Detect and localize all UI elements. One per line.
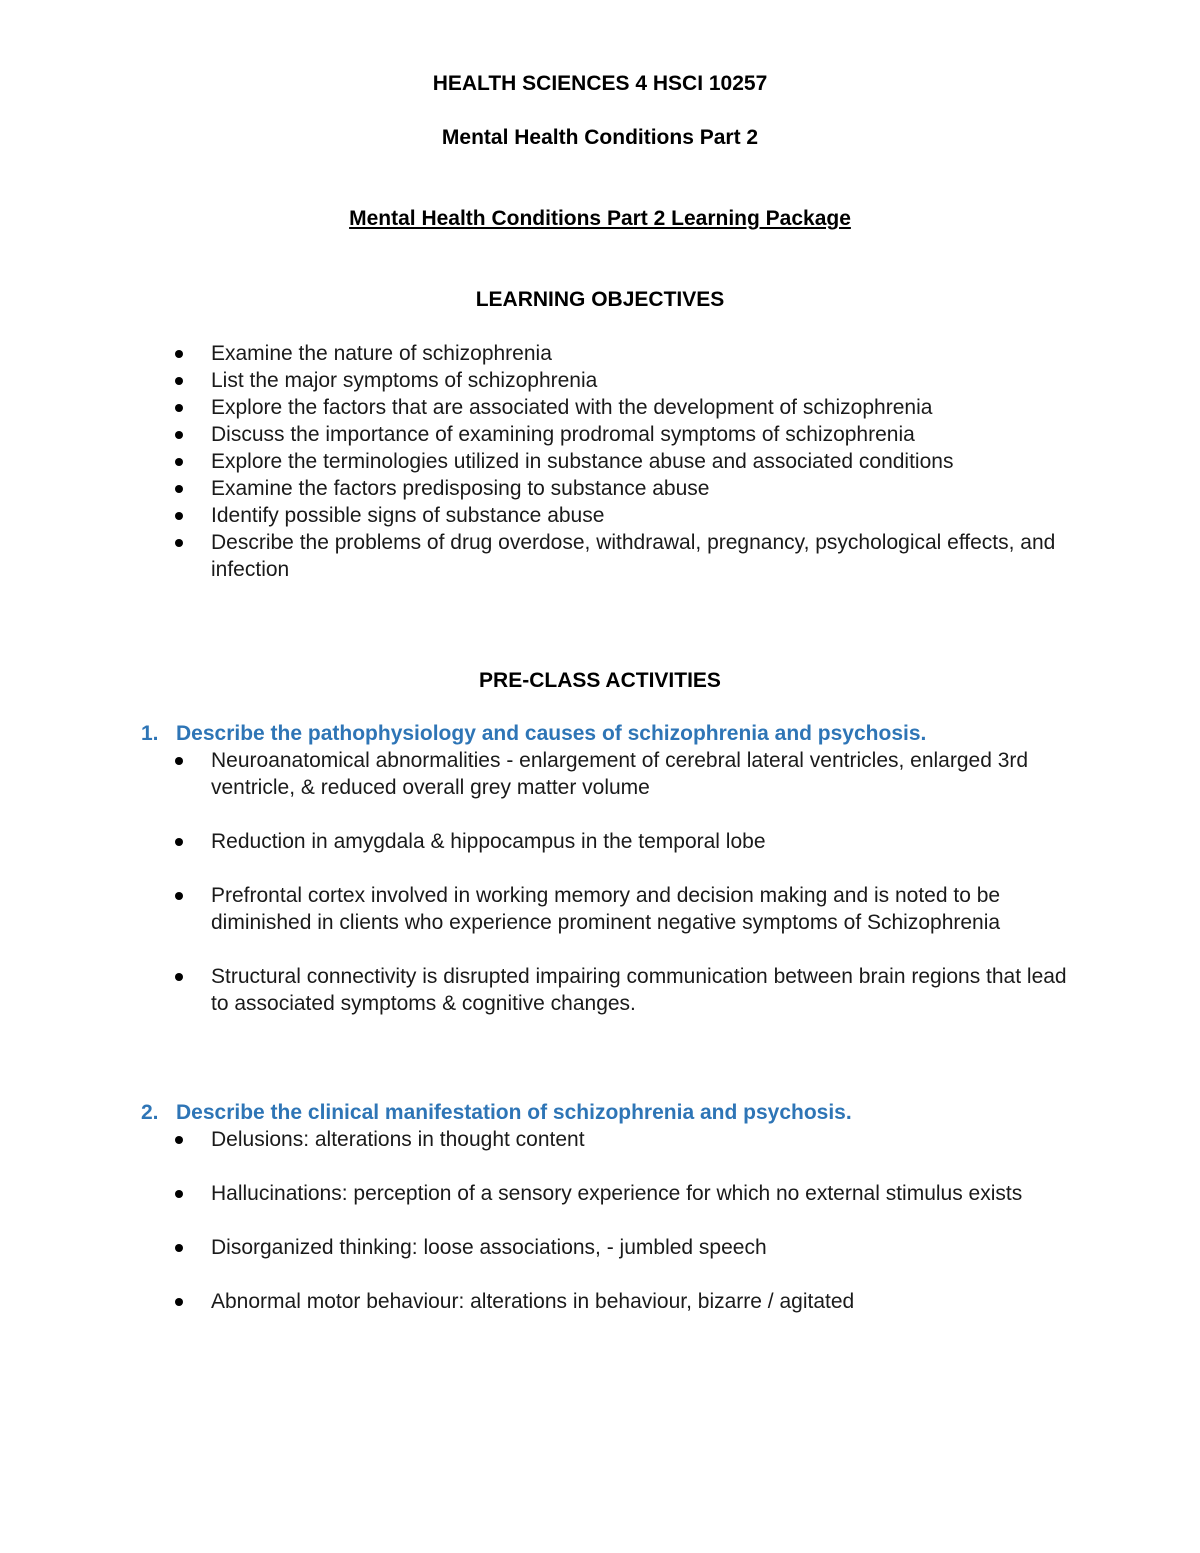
question-1-number: 1. bbox=[141, 722, 159, 745]
question-2-title: Describe the clinical manifestation of schizophrenia and psychosis. bbox=[176, 1101, 852, 1124]
list-item bbox=[172, 882, 1072, 936]
point-text: Structural connectivity is disrupted impairing communication between brain regions that lead to associated symptoms & cognitive changes. bbox=[211, 965, 1067, 1015]
list-item bbox=[172, 747, 1072, 801]
question-1-heading bbox=[141, 720, 1141, 747]
objective-text: List the major symptoms of schizophrenia bbox=[211, 369, 598, 392]
point-text: Hallucinations: perception of a sensory experience for which no external stimulus exists bbox=[211, 1182, 1023, 1205]
bullet-icon bbox=[175, 757, 183, 765]
objective-text: Describe the problems of drug overdose, withdrawal, pregnancy, psychological effects, and infection bbox=[211, 531, 1056, 581]
list-item bbox=[172, 502, 1072, 529]
objective-text: Explore the factors that are associated with the development of schizophrenia bbox=[211, 396, 933, 419]
objective-text: Explore the terminologies utilized in substance abuse and associated conditions bbox=[211, 450, 954, 473]
course-title: HEALTH SCIENCES 4 HSCI 10257 bbox=[432, 72, 768, 95]
bullet-icon bbox=[175, 892, 183, 900]
question-1-title: Describe the pathophysiology and causes of schizophrenia and psychosis. bbox=[176, 722, 927, 745]
point-text: Abnormal motor behaviour: alterations in behaviour, bizarre / agitated bbox=[211, 1290, 855, 1313]
bullet-icon bbox=[175, 973, 183, 981]
list-item bbox=[172, 1180, 1072, 1207]
bullet-icon bbox=[175, 485, 183, 493]
question-2-number: 2. bbox=[141, 1101, 159, 1124]
package-title: Mental Health Conditions Part 2 Learning Package bbox=[349, 207, 851, 230]
bullet-icon bbox=[175, 1136, 183, 1144]
bullet-icon bbox=[175, 512, 183, 520]
list-item bbox=[172, 828, 1072, 855]
list-item bbox=[172, 448, 1072, 475]
list-item bbox=[172, 1288, 1072, 1315]
pre-class-heading: PRE-CLASS ACTIVITIES bbox=[479, 669, 721, 692]
list-item bbox=[172, 1126, 1072, 1153]
point-text: Delusions: alterations in thought content bbox=[211, 1128, 585, 1151]
bullet-icon bbox=[175, 1190, 183, 1198]
question-1-points bbox=[172, 747, 1072, 1017]
list-item bbox=[172, 340, 1072, 367]
bullet-icon bbox=[175, 539, 183, 547]
point-text: Reduction in amygdala & hippocampus in the temporal lobe bbox=[211, 830, 766, 853]
bullet-icon bbox=[175, 1244, 183, 1252]
bullet-icon bbox=[175, 1298, 183, 1306]
bullet-icon bbox=[175, 458, 183, 466]
bullet-icon bbox=[175, 838, 183, 846]
objective-text: Examine the factors predisposing to substance abuse bbox=[211, 477, 710, 500]
list-item bbox=[172, 367, 1072, 394]
learning-objectives-list bbox=[172, 340, 1072, 583]
list-item bbox=[172, 529, 1072, 583]
bullet-icon bbox=[175, 404, 183, 412]
list-item bbox=[172, 421, 1072, 448]
point-text: Prefrontal cortex involved in working memory and decision making and is noted to be diminished in clients who experience prominent negative symptoms of Schizophrenia bbox=[211, 884, 1001, 934]
list-item bbox=[172, 475, 1072, 502]
point-text: Neuroanatomical abnormalities - enlargement of cerebral lateral ventricles, enlarged 3rd ventricle, & reduced overall grey matter volume bbox=[211, 749, 1029, 799]
learning-objectives-heading: LEARNING OBJECTIVES bbox=[475, 288, 725, 311]
document-subtitle: Mental Health Conditions Part 2 bbox=[441, 126, 759, 149]
question-2-heading bbox=[141, 1099, 1141, 1126]
list-item bbox=[172, 1234, 1072, 1261]
objective-text: Identify possible signs of substance abuse bbox=[211, 504, 605, 527]
bullet-icon bbox=[175, 431, 183, 439]
objective-text: Discuss the importance of examining prodromal symptoms of schizophrenia bbox=[211, 423, 915, 446]
bullet-icon bbox=[175, 350, 183, 358]
question-2-points bbox=[172, 1126, 1072, 1315]
list-item bbox=[172, 963, 1072, 1017]
bullet-icon bbox=[175, 377, 183, 385]
objective-text: Examine the nature of schizophrenia bbox=[211, 342, 552, 365]
list-item bbox=[172, 394, 1072, 421]
point-text: Disorganized thinking: loose associations, - jumbled speech bbox=[211, 1236, 767, 1259]
